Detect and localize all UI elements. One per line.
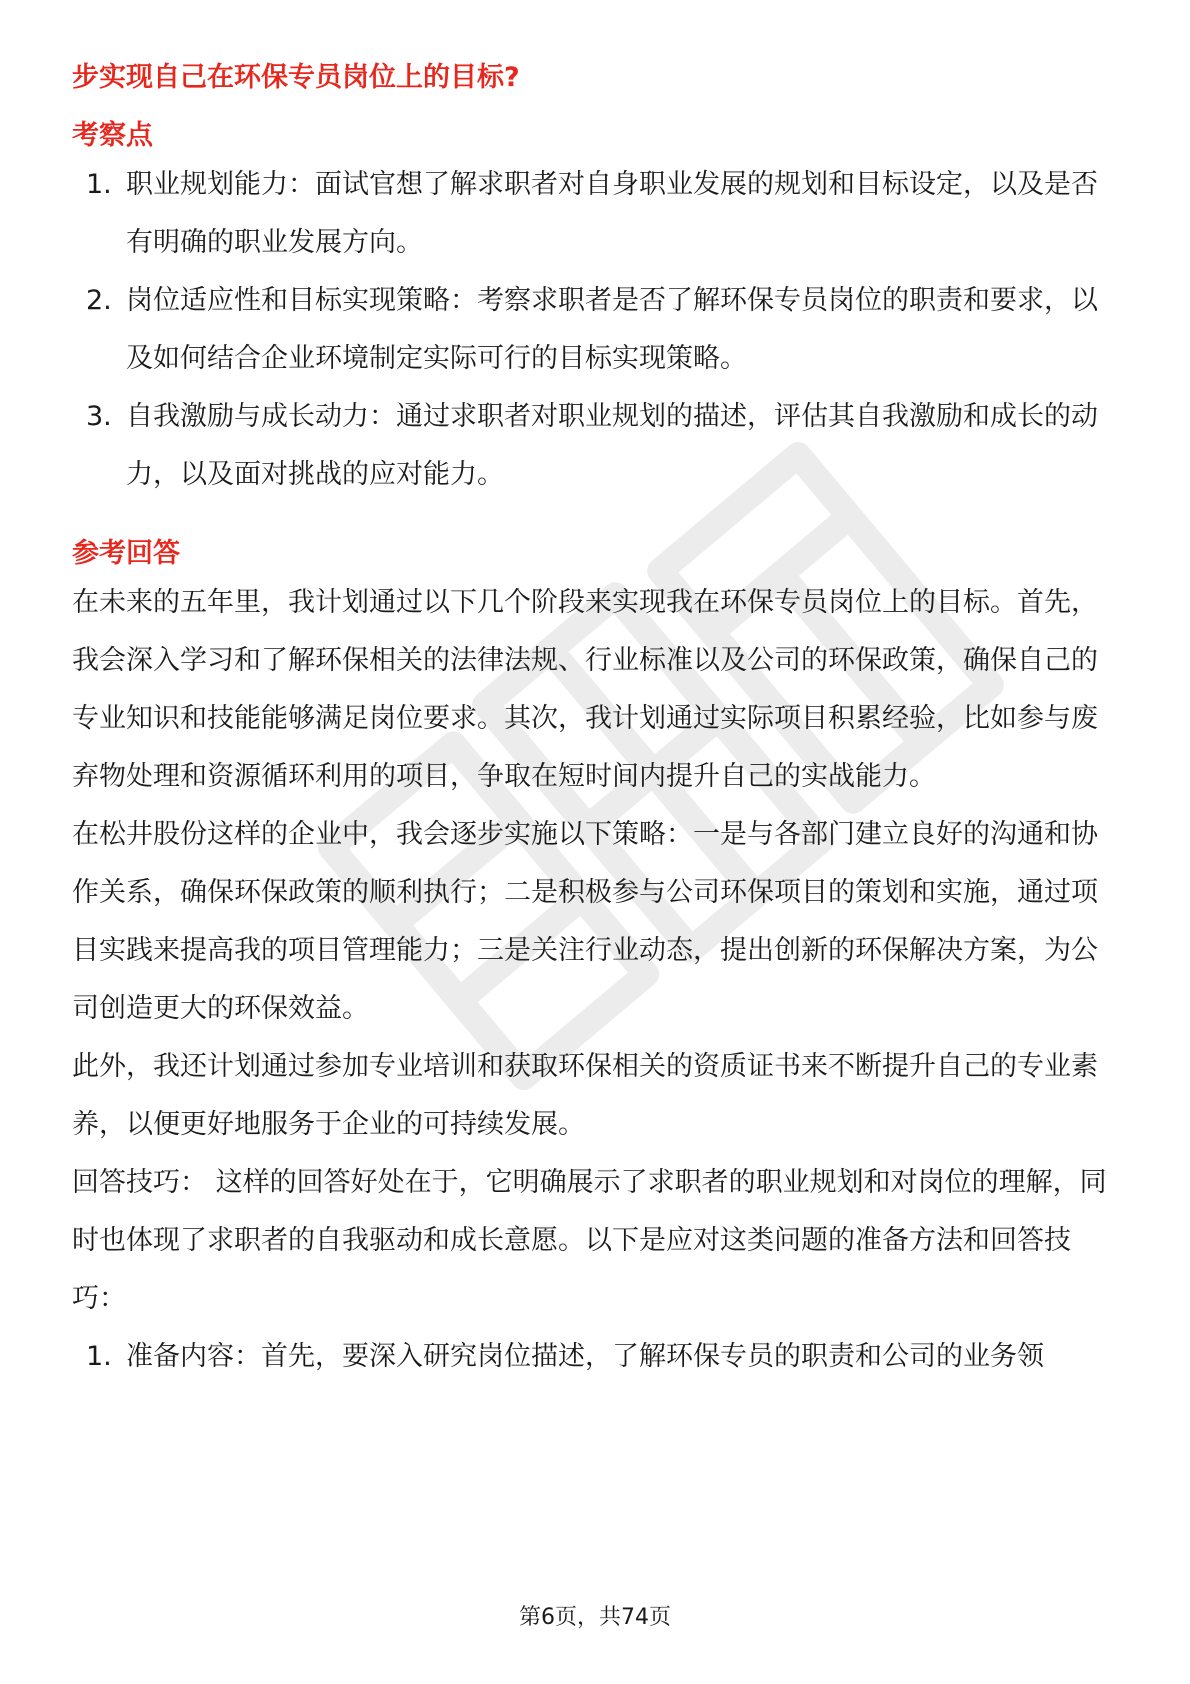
answer-paragraph: 在松井股份这样的企业中，我会逐步实施以下策略：一是与各部门建立良好的沟通和协作关系，确保环保政策的顺利执行；二是积极参与公司环保项目的策划和实施，通过项目实践来提高我的项目管理能力；三是关注行业动态，提出创新的环保解决方案，为公司创造更大的环保效益。: [72, 819, 1098, 1024]
answer-paragraph: 此外，我还计划通过参加专业培训和获取环保相关的资质证书来不断提升自己的专业素养，以便更好地服务于企业的可持续发展。: [72, 1051, 1098, 1140]
list-item-text: 职业规划能力：面试官想了解求职者对自身职业发展的规划和目标设定，以及是否有明确的职业发展方向。: [126, 169, 1098, 258]
content: [72, 58, 1122, 1386]
page-footer: 第6页，共74页: [519, 1605, 671, 1630]
answer-tips-paragraph: 回答技巧： 这样的回答好处在于，它明确展示了求职者的职业规划和对岗位的理解，同时也体现了求职者的自我驱动和成长意愿。以下是应对这类问题的准备方法和回答技巧：: [72, 1167, 1107, 1314]
answer-paragraph: 在未来的五年里，我计划通过以下几个阶段来实现我在环保专员岗位上的目标。首先，我会深入学习和了解环保相关的法律法规、行业标准以及公司的环保政策，确保自己的专业知识和技能能够满足岗位要求。其次，我计划通过实际项目积累经验，比如参与废弃物处理和资源循环利用的项目，争取在短时间内提升自己的实战能力。: [72, 587, 1098, 792]
list-item-text: 准备内容：首先，要深入研究岗位描述，了解环保专员的职责和公司的业务领: [126, 1341, 1044, 1372]
list-item: 3. 自我激励与成长动力：通过求职者对职业规划的描述，评估其自我激励和成长的动力，以及面对挑战的应对能力。: [86, 401, 1098, 490]
inspection-title: 考察点: [72, 120, 153, 151]
list-item: 2. 岗位适应性和目标实现策略：考察求职者是否了解环保专员岗位的职责和要求，以及如何结合企业环境制定实际可行的目标实现策略。: [86, 285, 1098, 374]
answer-title: 参考回答: [72, 538, 180, 569]
list-item-text: 自我激励与成长动力：通过求职者对职业规划的描述，评估其自我激励和成长的动力，以及面对挑战的应对能力。: [126, 401, 1098, 490]
list-item: 1. 准备内容：首先，要深入研究岗位描述，了解环保专员的职责和公司的业务领: [86, 1341, 1044, 1372]
page-heading: 步实现自己在环保专员岗位上的目标?: [72, 62, 520, 93]
list-item-text: 岗位适应性和目标实现策略：考察求职者是否了解环保专员岗位的职责和要求，以及如何结合企业环境制定实际可行的目标实现策略。: [126, 285, 1098, 374]
list-item: 1. 职业规划能力：面试官想了解求职者对自身职业发展的规划和目标设定，以及是否有明确的职业发展方向。: [86, 169, 1098, 258]
tips-list: [72, 1328, 1122, 1386]
inspection-list: [72, 156, 1122, 504]
